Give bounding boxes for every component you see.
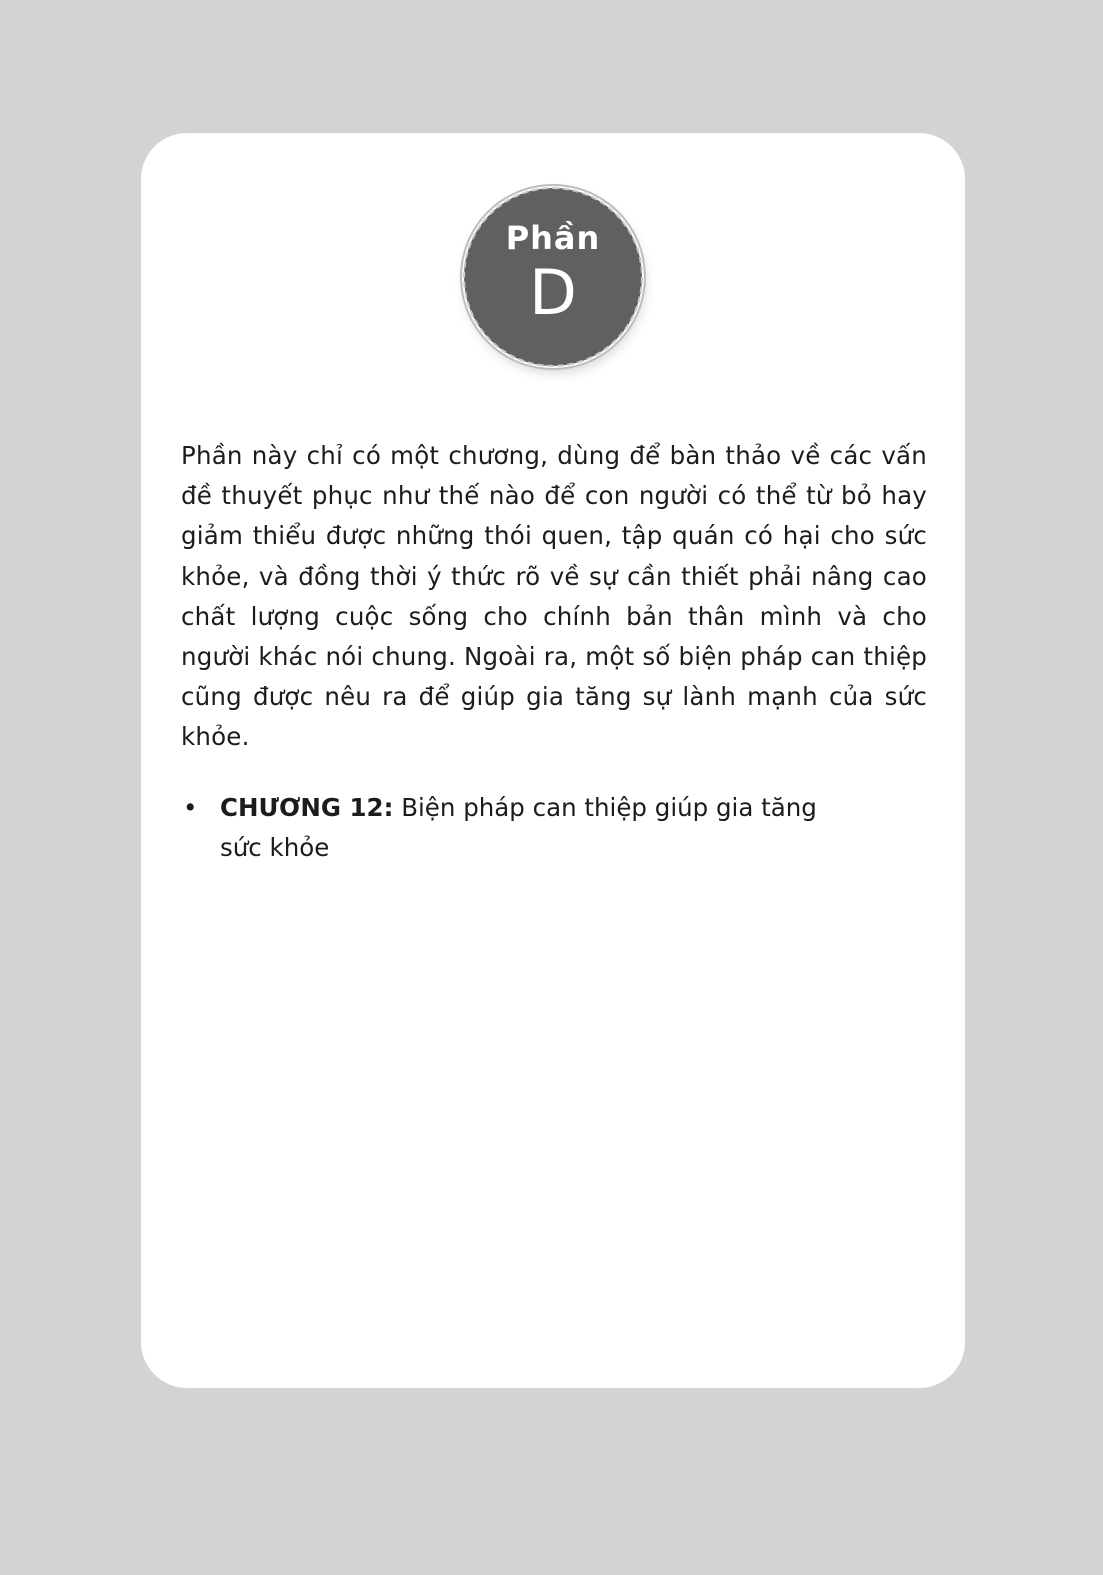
chapter-label: CHƯƠNG 12: <box>220 793 394 822</box>
section-badge <box>464 188 642 366</box>
chapter-title: Biện pháp can thiệp giúp gia tăng sức khỏe <box>220 793 817 863</box>
section-intro-paragraph: Phần này chỉ có một chương, dùng để bàn thảo về các vấn đề thuyết phục như thế nào để con người có thể từ bỏ hay giảm thiểu được những thói quen, tập quán có hại cho sức khỏe, và đồng thời ý thức rõ về sự cần thiết phải nâng cao chất lượng cuộc sống cho chính bản thân mình và cho người khác nói chung. Ngoài ra, một số biện pháp can thiệp cũng được nêu ra để giúp gia tăng sự lành mạnh của sức khỏe. <box>181 441 927 752</box>
section-letter: D <box>529 256 577 329</box>
section-word: Phần <box>505 219 601 257</box>
chapter-list-item <box>181 788 830 868</box>
bullet-icon: • <box>183 793 198 822</box>
chapter-list <box>181 788 927 868</box>
page-card <box>141 133 965 1388</box>
